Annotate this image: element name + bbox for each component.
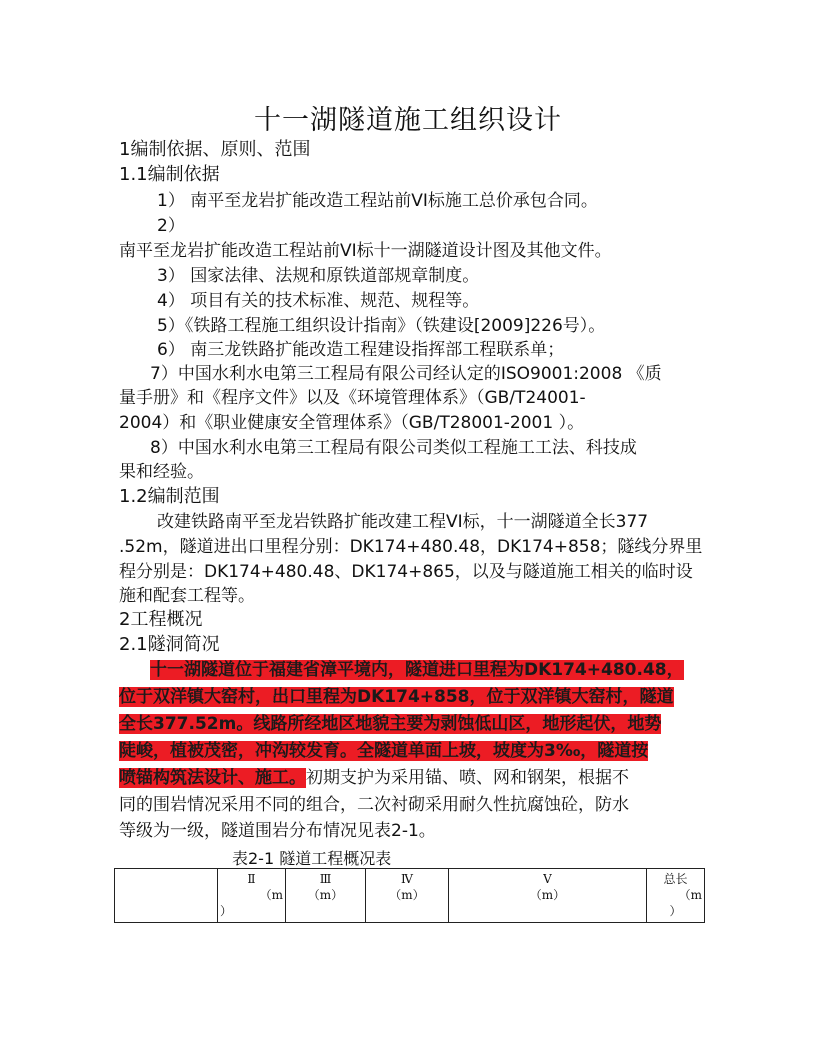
table-header-cell: Ⅴ （m） [449, 869, 647, 923]
basis-item: 量手册》和《程序文件》以及《环境管理体系》（GB/T24001- [119, 388, 586, 408]
table-header-cell: Ⅳ （m） [366, 869, 449, 923]
scope-text: .52m，隧道进出口里程分别：DK174+480.48，DK174+858；隧线分界里 [119, 537, 703, 557]
table-header-cell: 总长 （m ） [647, 869, 705, 923]
table-header-cell: Ⅲ （m） [286, 869, 366, 923]
highlighted-text: 全长377.52m。线路所经地区地貌主要为剥蚀低山区，地形起伏，地势 [119, 714, 662, 734]
basis-item: 5）《铁路工程施工组织设计指南》（铁建设[2009]226号）。 [157, 316, 606, 336]
basis-item: 7）中国水利水电第三工程局有限公司经认定的ISO9001:2008 《质 [150, 364, 662, 384]
overview-table [114, 868, 705, 923]
table-header-cell [115, 869, 218, 923]
highlighted-text: 十一湖隧道位于福建省漳平境内，隧道进口里程为DK174+480.48， [150, 660, 684, 680]
basis-item: 8）中国水利水电第三工程局有限公司类似工程施工工法、科技成 [150, 438, 637, 458]
table-header-row [115, 869, 705, 923]
basis-item: 果和经验。 [119, 462, 204, 482]
highlighted-text: 位于双洋镇大窑村，出口里程为DK174+858，位于双洋镇大窑村，隧道 [119, 687, 674, 707]
highlighted-text: 喷锚构筑法设计、施工。 [119, 768, 306, 788]
scope-text: 程分别是：DK174+480.48、DK174+865，以及与隧道施工相关的临时设 [119, 562, 693, 582]
basis-item: 2004）和《职业健康安全管理体系》（GB/T28001-2001 ）。 [119, 413, 585, 433]
scope-text: 施和配套工程等。 [119, 586, 255, 606]
scope-text: 改建铁路南平至龙岩铁路扩能改建工程VI标，十一湖隧道全长377 [157, 512, 649, 532]
subsection-heading: 1.2编制范围 [119, 486, 220, 507]
basis-item: 1） 南平至龙岩扩能改造工程站前VI标施工总价承包合同。 [157, 191, 598, 211]
table-caption: 表2-1 隧道工程概况表 [232, 849, 392, 868]
basis-item: 4） 项目有关的技术标准、规范、规程等。 [157, 291, 480, 311]
basis-item: 3） 国家法律、法规和原铁道部规章制度。 [157, 266, 480, 286]
highlighted-text: 陡峻，植被茂密，冲沟较发育。全隧道单面上坡，坡度为3‰，隧道按 [119, 741, 649, 761]
basis-item: 南平至龙岩扩能改造工程站前VI标十一湖隧道设计图及其他文件。 [119, 241, 612, 261]
basis-item: 2） [157, 216, 185, 236]
subsection-heading: 2.1隧洞简况 [119, 634, 220, 655]
overview-text: 初期支护为采用锚、喷、网和钢架，根据不 [306, 768, 629, 788]
basis-item: 6） 南三龙铁路扩能改造工程建设指挥部工程联系单； [157, 340, 565, 360]
section-heading: 2工程概况 [119, 609, 203, 630]
subsection-heading: 1.1编制依据 [119, 164, 220, 185]
section-heading: 1编制依据、原则、范围 [119, 139, 311, 160]
overview-text: 等级为一级，隧道围岩分布情况见表2-1。 [119, 821, 436, 841]
table-header-cell: Ⅱ （m ） [218, 869, 286, 923]
overview-text: 同的围岩情况采用不同的组合，二次衬砌采用耐久性抗腐蚀砼，防水 [119, 795, 629, 815]
document-title: 十一湖隧道施工组织设计 [254, 105, 562, 136]
